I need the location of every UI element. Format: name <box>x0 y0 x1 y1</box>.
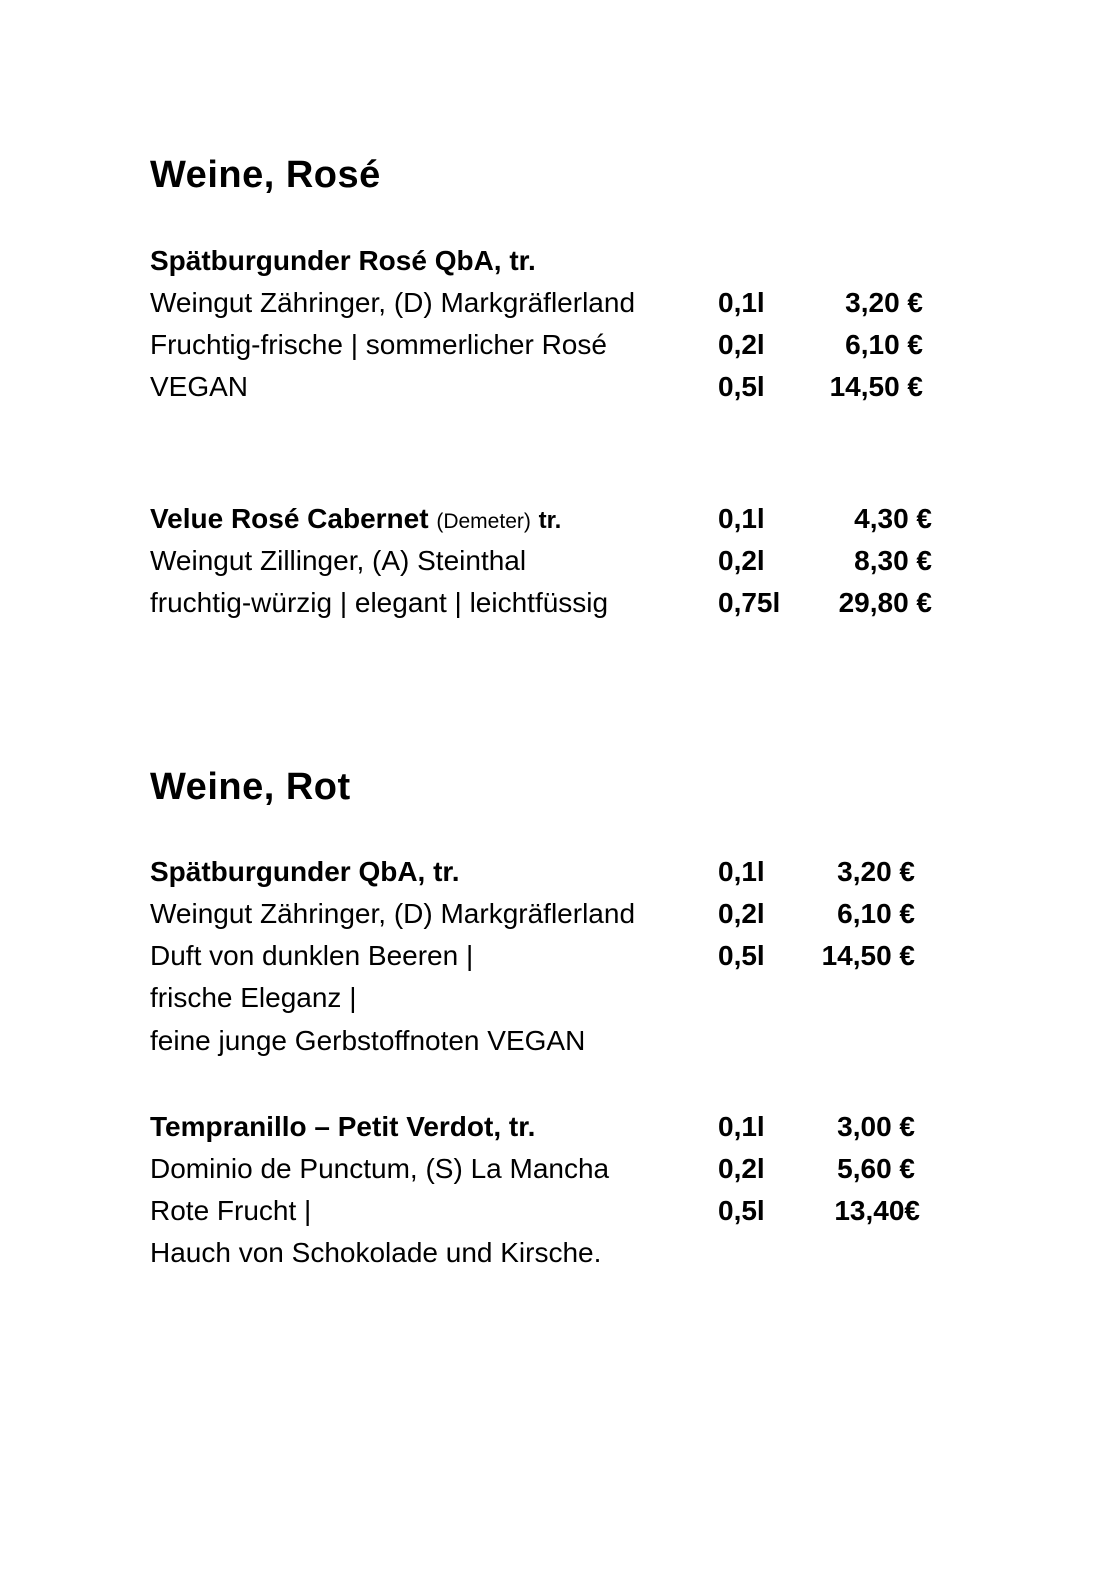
wine-name-row <box>150 505 561 533</box>
wine-description: Duft von dunklen Beeren | <box>150 940 474 971</box>
price: 14,50 € <box>829 371 923 402</box>
wine-name: Tempranillo – Petit Verdot, tr. <box>150 1111 536 1142</box>
volume: 0,5l <box>718 1195 765 1226</box>
wine-producer: Weingut Zillinger, (A) Steinthal <box>150 545 527 576</box>
wine-description: Fruchtig-frische | sommerlicher Rosé <box>150 329 607 360</box>
volume: 0,1l <box>718 1111 765 1142</box>
price: 29,80 € <box>838 587 932 618</box>
volume: 0,2l <box>718 545 765 576</box>
price: 3,20 € <box>837 856 915 887</box>
wine-producer: Dominio de Punctum, (S) La Mancha <box>150 1153 610 1184</box>
wine-name: Spätburgunder QbA, tr. <box>150 856 460 887</box>
wine-producer: Weingut Zähringer, (D) Markgräflerland <box>150 898 636 929</box>
wine-name: Spätburgunder Rosé QbA, tr. <box>150 245 536 276</box>
wine-description: fruchtig-würzig | elegant | leichtfüssig <box>150 587 609 618</box>
price: 4,30 € <box>854 503 932 534</box>
price: 3,00 € <box>837 1111 915 1142</box>
volume: 0,2l <box>718 329 765 360</box>
wine-name: Velue Rosé Cabernet <box>150 503 429 534</box>
wine-producer: Weingut Zähringer, (D) Markgräflerland <box>150 287 636 318</box>
wine-description: frische Eleganz | <box>150 982 357 1013</box>
price: 3,20 € <box>845 287 923 318</box>
volume: 0,1l <box>718 856 765 887</box>
wine-description: VEGAN <box>150 371 249 402</box>
price: 14,50 € <box>821 940 915 971</box>
volume: 0,5l <box>718 371 765 402</box>
volume: 0,5l <box>718 940 765 971</box>
wine-description: feine junge Gerbstoffnoten VEGAN <box>150 1025 586 1056</box>
price: 6,10 € <box>837 898 915 929</box>
section-title-rose: Weine, Rosé <box>150 154 381 196</box>
volume: 0,75l <box>718 587 781 618</box>
volume: 0,2l <box>718 898 765 929</box>
price: 5,60 € <box>837 1153 915 1184</box>
wine-description: Hauch von Schokolade und Kirsche. <box>150 1237 602 1268</box>
price: 13,40€ <box>834 1195 920 1226</box>
volume: 0,2l <box>718 1153 765 1184</box>
volume: 0,1l <box>718 503 765 534</box>
price: 6,10 € <box>845 329 923 360</box>
volume: 0,1l <box>718 287 765 318</box>
wine-name-suffix: tr. <box>538 507 562 534</box>
wine-name-note: (Demeter) <box>436 510 531 533</box>
price: 8,30 € <box>854 545 932 576</box>
section-title-rot: Weine, Rot <box>150 766 351 808</box>
wine-description: Rote Frucht | <box>150 1195 312 1226</box>
